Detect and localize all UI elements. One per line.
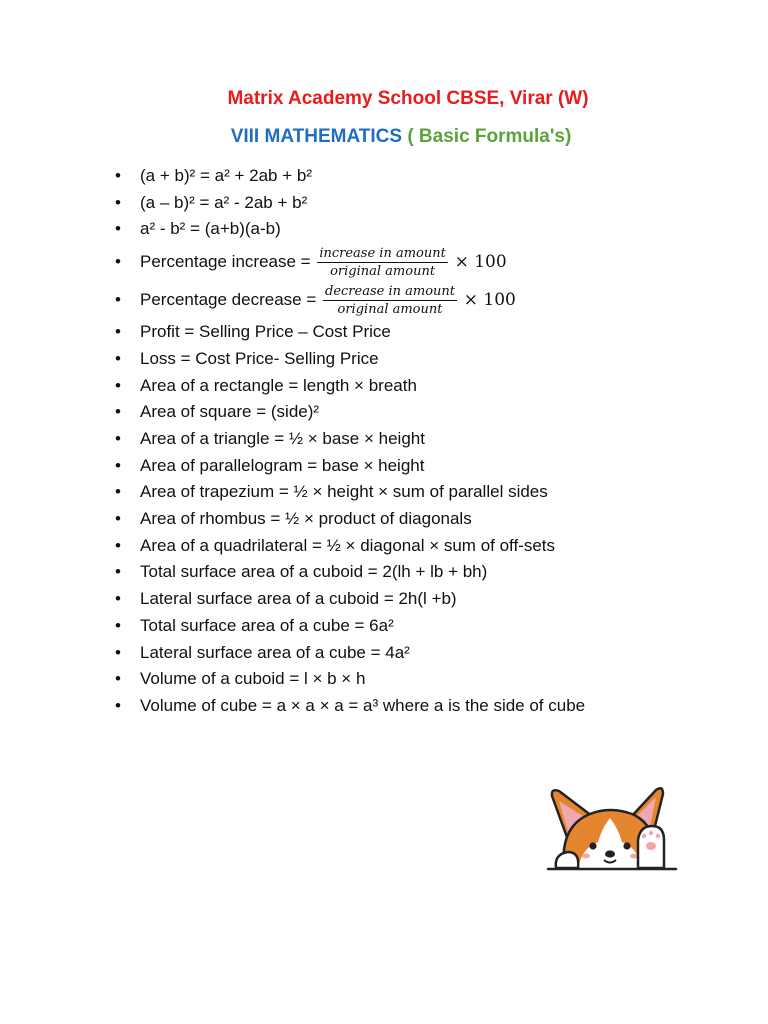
formula-item: • Lateral surface area of a cube = 4a² [115,640,715,667]
fraction-denominator: original amount [330,264,436,280]
fraction-numerator: increase in amount [319,246,446,262]
formula-item: • (a + b)² = a² + 2ab + b² [115,163,715,190]
formula-item: • Area of trapezium = ½ × height × sum of parallel sides [115,479,715,506]
fraction-multiplier: × 100 [454,252,507,273]
formula-item: • Total surface area of a cube = 6a² [115,613,715,640]
percentage-increase-fraction [317,246,448,279]
formula-item: • Area of square = (side)² [115,399,715,426]
formula-item: • Area of rhombus = ½ × product of diagonals [115,506,715,533]
subject-name: VIII MATHEMATICS [230,126,403,147]
percentage-decrease-fraction [323,284,457,317]
formula-item: • Area of parallelogram = base × height [115,453,715,480]
subject-title [0,126,768,148]
corgi-puppy-icon [546,782,678,872]
percentage-increase-label: Percentage increase = [140,252,311,272]
formula-item: • Lateral surface area of a cuboid = 2h(l +b) [115,586,715,613]
fraction-multiplier: × 100 [463,290,516,311]
formula-item: • Total surface area of a cuboid = 2(lh + lb + bh) [115,559,715,586]
formula-item: • Volume of a cuboid = l × b × h [115,666,715,693]
formula-item: • Area of a triangle = ½ × base × height [115,426,715,453]
formula-list [115,163,715,720]
formula-item: • a² - b² = (a+b)(a-b) [115,216,715,243]
formula-item: • Area of a rectangle = length × breath [115,373,715,400]
fraction-numerator: decrease in amount [325,284,455,300]
formula-item: • Loss = Cost Price- Selling Price [115,346,715,373]
percentage-decrease-label: Percentage decrease = [140,290,317,310]
formula-item: • (a – b)² = a² - 2ab + b² [115,190,715,217]
formula-item: • Area of a quadrilateral = ½ × diagonal × sum of off-sets [115,533,715,560]
formula-item: • Profit = Selling Price – Cost Price [115,319,715,346]
fraction-denominator: original amount [337,302,443,318]
formula-item: • Volume of cube = a × a × a = a³ where a is the side of cube [115,693,715,720]
subject-subtitle: ( Basic Formula's) [407,126,572,147]
formula-percentage-increase [115,243,715,281]
school-title: Matrix Academy School CBSE, Virar (W) [227,88,589,109]
formula-percentage-decrease [115,281,715,319]
